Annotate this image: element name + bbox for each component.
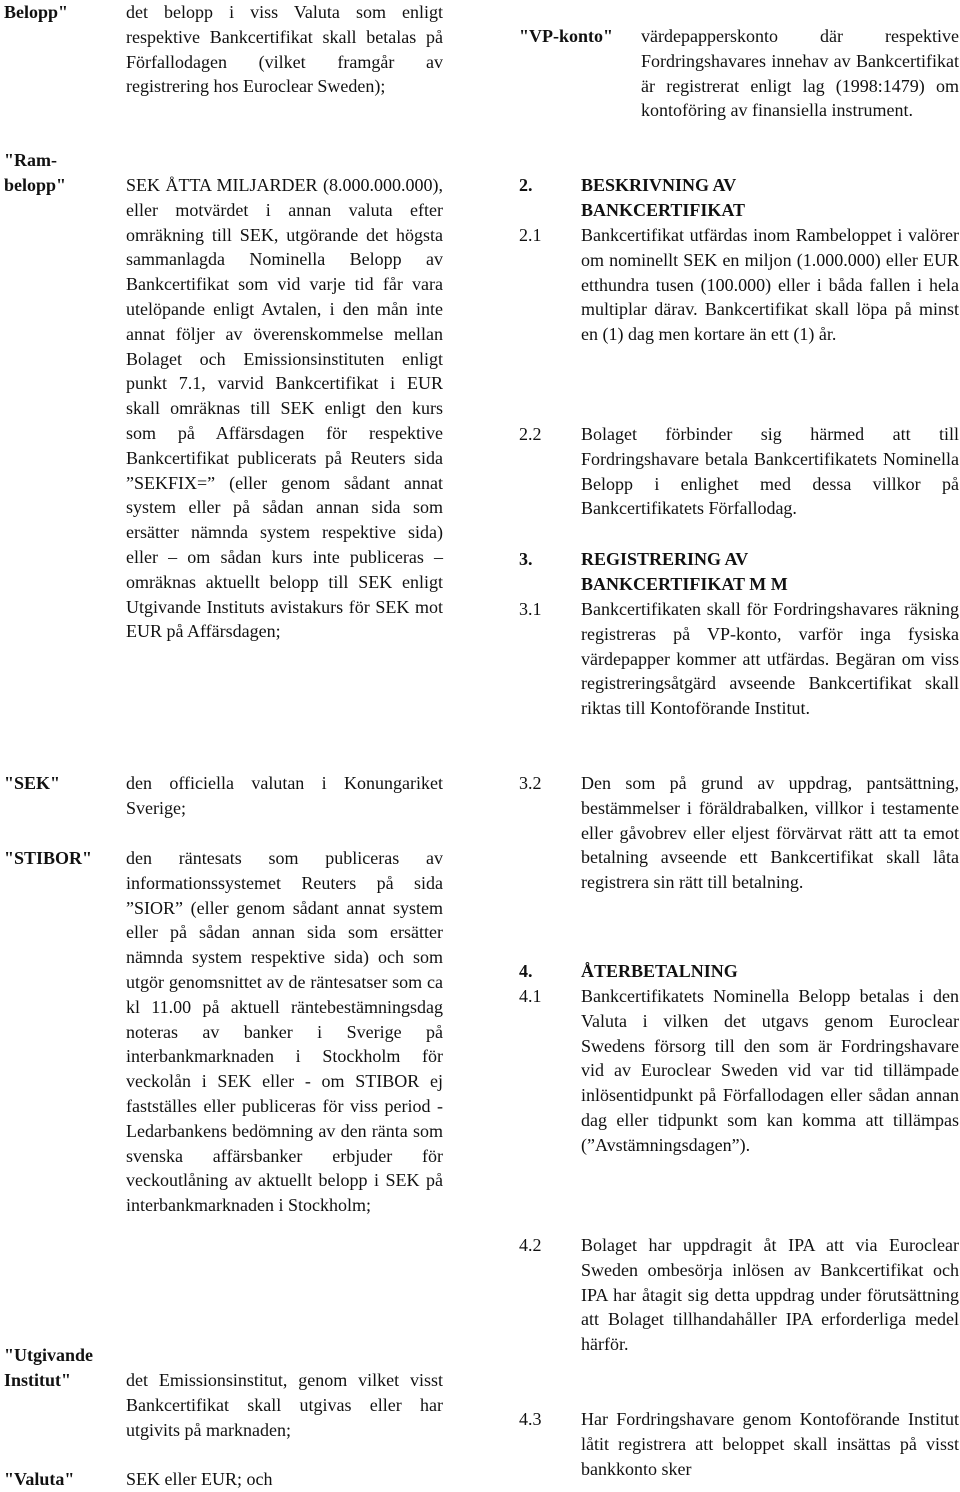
section-paragraph: Bankcertifikat utfärdas inom Rambeloppet i valörer om nominellt SEK en miljon (1.000.000) eller EUR etthundra tusen (100.000) eller i båda fallen i hela multiplar därav. Bankcertifikat skall löpa på minst en (1) dag men kortare än ett (1) år. [581, 225, 959, 345]
section-heading: ÅTERBETALNING [581, 961, 738, 981]
definition-valuta: SEK eller EUR; och [126, 1469, 273, 1489]
definition-vp-konto: värdepapperskonto där respektive Fordringshavares innehav av Bankcertifikat är registrerat enligt lag (1998:1479) om kontoföring av finansiella instrument. [641, 26, 959, 121]
term-rambelopp: "Ram- belopp" [4, 150, 67, 195]
section-paragraph: Bankcertifikaten skall för Fordringshavares räkning registreras på VP-konto, varför inga fysiska värdepapper kommer att utfärdas. Begäran om viss registreringsåtgärd avseende Bankcertifikat skall riktas till Kontoförande Institut. [581, 599, 959, 719]
section-number: 3.2 [519, 773, 542, 793]
term-utgivande-institut: "Utgivande Institut" [4, 1345, 93, 1390]
section-paragraph: Bolaget har uppdragit åt IPA att via Euroclear Sweden ombesörja inlösen av Bankcertifikat och IPA har åtagit sig detta uppdrag under förutsättning att Bolaget tillhandahåller IPA erforderliga medel härför. [581, 1235, 959, 1355]
term-vp-konto: "VP-konto" [519, 26, 613, 46]
section-paragraph: Bankcertifikatets Nominella Belopp betalas i den Valuta i vilken det utgavs genom Euroclear Swedens försorg till den som är Fordringshavare vid av Euroclear Sweden vid var tid tillämpade inlösentidpunkt på Förfallodagen eller sådan annan dag eller tidpunkt som kan komma att tillämpas (”Avstämningsdagen”). [581, 986, 959, 1155]
section-number: 4.1 [519, 986, 542, 1006]
term-stibor: "STIBOR" [4, 848, 93, 868]
section-paragraph: Den som på grund av uppdrag, pantsättning, bestämmelser i föräldrabalken, villkor i testamente eller gåvobrev eller eljest förvärvat rätt att ta emot betalning avseende ett Bankcertifikat skall låta registrera sin rätt till betalning. [581, 773, 959, 893]
section-number: 2.2 [519, 424, 542, 444]
definition-rambelopp: SEK ÅTTA MILJARDER (8.000.000.000), eller motvärdet i annan valuta efter omräkning till SEK, utgörande det högsta sammanlagda Nominella Belopp av Bankcertifikat som vid varje tid får vara utelöpande enligt Avtalen, i den mån inte annat följer av överenskommelse mellan Bolaget och Emissionsinstituten enligt punkt 7.1, varvid Bankcertifikat i EUR skall omräknas till SEK enligt den kurs som på Affärsdagen för respektive Bankcertifikat publicerats på Reuters sida ”SEKFIX=” (eller genom sådant annat system eller på sådan annan sida som ersätter nämnda system respektive sida) eller – om sådan kurs inte publiceras – omräknas aktuellt belopp till SEK enligt Utgivande Instituts avistakurs för SEK mot EUR på Affärsdagen; [126, 175, 443, 642]
section-paragraph: Har Fordringshavare genom Kontoförande Institut låtit registrera att beloppet skall insättas på visst bankkonto sker [581, 1409, 959, 1479]
section-number: 2.1 [519, 225, 542, 245]
definition-sek: den officiella valutan i Konungariket Sverige; [126, 773, 443, 818]
section-paragraph: Bolaget förbinder sig härmed att till Fordringshavare betala Bankcertifikatets Nominella Belopp i enlighet med dessa villkor på Bankcertifikatets Förfallodag. [581, 424, 959, 519]
term-sek: "SEK" [4, 773, 61, 793]
definition-utgivande-institut: det Emissionsinstitut, genom vilket visst Bankcertifikat skall utgivas eller har utgivits på marknaden; [126, 1370, 443, 1440]
section-number: 4.3 [519, 1409, 542, 1429]
section-heading: REGISTRERING AV BANKCERTIFIKAT M M [581, 549, 788, 594]
definition-belopp: det belopp i viss Valuta som enligt respektive Bankcertifikat skall betalas på Förfallodagen (vilket framgår av registrering hos Euroclear Sweden); [126, 2, 443, 97]
term-belopp: Belopp" [4, 2, 69, 22]
definition-stibor: den räntesats som publiceras av informationssystemet Reuters på sida ”SIOR” (eller genom sådant annat system eller på sådan annan sida som ersätter nämnda system respektive sida) och som utgör genomsnittet av de räntesatser som ca kl 11.00 på aktuell räntebestämningsdag noteras av banker i Sverige på interbankmarknaden i Stockholm för veckolån i SEK eller - om STIBOR ej fastställes eller publiceras för viss period - Ledarbankens bedömning av den ränta som svenska affärsbanker erbjuder för veckoutlåning av aktuellt belopp i SEK på interbankmarknaden i Stockholm; [126, 848, 443, 1216]
term-valuta: "Valuta" [4, 1469, 75, 1489]
section-number: 3.1 [519, 599, 542, 619]
section-number: 3. [519, 549, 533, 569]
section-number: 4. [519, 961, 533, 981]
section-number: 4.2 [519, 1235, 542, 1255]
section-heading: BESKRIVNING AV BANKCERTIFIKAT [581, 175, 746, 220]
section-number: 2. [519, 175, 533, 195]
